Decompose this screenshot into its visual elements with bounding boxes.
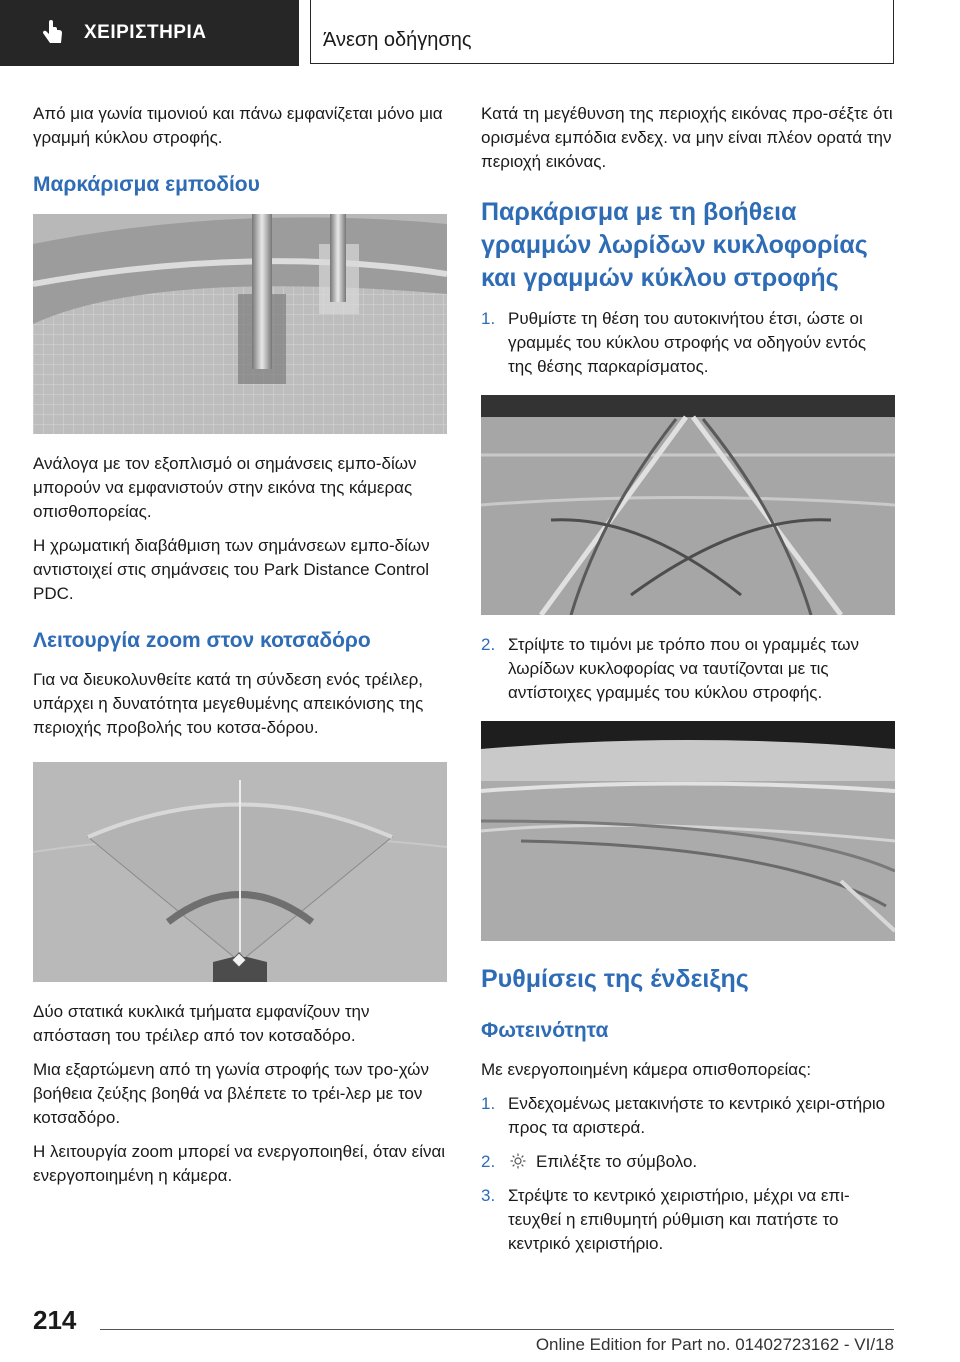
step-number: 2.: [481, 635, 496, 654]
list-item: [481, 1184, 893, 1256]
zoom-paragraph-4: Η λειτουργία zoom μπορεί να ενεργοποιηθεί, όταν είναι ενεργοποιημένη η κάμερα.: [33, 1142, 446, 1185]
zoom-paragraph-3: Μια εξαρτώμενη από τη γωνία στροφής των τρο-χών βοήθεια ζεύξης βοηθά να βλέπετε το τρέι-λερ με τον κοτσαδόρο.: [33, 1060, 429, 1127]
zoom-paragraph-2: Δύο στατικά κυκλικά τμήματα εμφανίζουν την απόσταση του τρέιλερ από τον κοτσαδόρο.: [33, 1002, 370, 1045]
step-number: 1.: [481, 1094, 496, 1113]
hitch-zoom-image: [33, 762, 447, 982]
right-intro-paragraph: Κατά τη μεγέθυνση της περιοχής εικόνας προ-σέξτε ότι ορισμένα εμπόδια ενδεχ. να μην είναι πλέον ορατά την περιοχή εικόνας.: [481, 104, 893, 171]
right-column: [481, 102, 893, 1266]
step-number: 2.: [481, 1152, 496, 1171]
obstacle-marking-image: [33, 214, 447, 434]
step-number: 1.: [481, 309, 496, 328]
left-column: [33, 102, 449, 1198]
heading-zoom: Λειτουργία zoom στον κοτσαδόρο: [33, 629, 371, 652]
step-text: Ρυθμίστε τη θέση του αυτοκινήτου έτσι, ώστε οι γραμμές του κύκλου στροφής να οδηγούν εντός της θέσης παρκαρίσματος.: [508, 309, 867, 376]
step-text: Στρίψτε το τιμόνι με τρόπο που οι γραμμές των λωρίδων κυκλοφορίας να ταυτίζονται με τις αντίστοιχες γραμμές του κύκλου στροφής.: [508, 635, 859, 702]
parking-steps: [481, 307, 893, 379]
list-item: [481, 307, 893, 379]
heading-obstacle-marking: Μαρκάρισμα εμποδίου: [33, 173, 260, 196]
brightness-paragraph: Με ενεργοποιημένη κάμερα οπισθοπορείας:: [481, 1060, 812, 1079]
heading-display-settings: Ρυθμίσεις της ένδειξης: [481, 965, 749, 993]
footer-divider: [100, 1329, 894, 1330]
step-number: 3.: [481, 1186, 496, 1205]
intro-paragraph: Από μια γωνία τιμονιού και πάνω εμφανίζεται μόνο μια γραμμή κύκλου στροφής.: [33, 104, 443, 147]
step-text: Στρέψτε το κεντρικό χειριστήριο, μέχρι να επι-τευχθεί η επιθυμητή ρύθμιση και πατήστε το κεντρικό χειριστήριο.: [508, 1186, 850, 1253]
obstacle-paragraph-1: Ανάλογα με τον εξοπλισμό οι σημάνσεις εμπο-δίων μπορούν να εμφανιστούν στην εικόνα της κάμερας οπισθοπορείας.: [33, 454, 417, 521]
edition-note: Online Edition for Part no. 01402723162 - VI/18: [535, 1335, 894, 1354]
hand-pointer-icon: [38, 18, 68, 48]
chapter-header: [310, 0, 894, 64]
turning-circle-image: [481, 721, 895, 941]
section-tab: [0, 0, 299, 66]
heading-parking-assist: Παρκάρισμα με τη βοήθεια γραμμών λωρίδων κυκλοφορίας και γραμμών κύκλου στροφής: [481, 198, 868, 292]
brightness-icon: [510, 1153, 526, 1169]
heading-brightness: Φωτεινότητα: [481, 1019, 609, 1042]
brightness-steps: [481, 1092, 893, 1256]
zoom-paragraph-1: Για να διευκολυνθείτε κατά τη σύνδεση ενός τρέιλερ, υπάρχει η δυνατότητα μεγεθυμένης απεικόνισης της περιοχής προβολής του κοτσα-δόρου.: [33, 670, 424, 737]
list-item: [481, 1092, 893, 1140]
lane-lines-image: [481, 395, 895, 615]
parking-steps-continued: [481, 633, 893, 705]
step-text: Ενδεχομένως μετακινήστε το κεντρικό χειρι-στήριο προς τα αριστερά.: [508, 1094, 886, 1137]
step-text: Επιλέξτε το σύμβολο.: [536, 1152, 698, 1171]
list-item: [481, 633, 893, 705]
section-title: ΧΕΙΡΙΣΤΗΡΙΑ: [84, 22, 207, 43]
list-item: [481, 1150, 893, 1174]
page-number: 214: [33, 1305, 77, 1335]
obstacle-paragraph-2: Η χρωματική διαβάθμιση των σημάνσεων εμπο-δίων αντιστοιχεί στις σημάνσεις του Park Distance Control PDC.: [33, 536, 430, 603]
chapter-title: Άνεση οδήγησης: [323, 29, 472, 51]
